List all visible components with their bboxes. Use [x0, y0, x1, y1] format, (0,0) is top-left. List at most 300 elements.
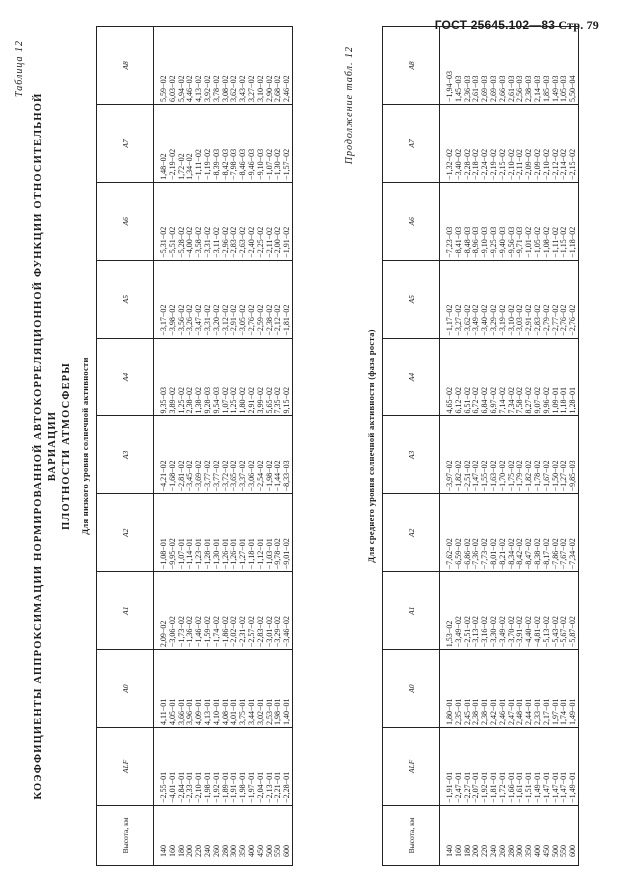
- altitude-cell: 550: [560, 805, 569, 865]
- coefficient-cell: −2,84−01: [178, 727, 187, 805]
- coefficient-cell: −1,23−01: [195, 494, 204, 572]
- coefficient-cell: −1,08−01: [154, 494, 169, 572]
- coefficient-cell: −2,25−02: [257, 182, 266, 260]
- coefficient-cell: −2,76−02: [248, 260, 257, 338]
- coefficient-cell: 7,14−02: [499, 338, 508, 416]
- coefficient-cell: −3,06−02: [169, 572, 178, 650]
- coefficient-cell: −3,45−02: [186, 416, 195, 494]
- coefficient-cell: −1,49−01: [569, 727, 578, 805]
- coefficient-cell: −2,21−01: [274, 727, 283, 805]
- column-header: A1: [383, 572, 440, 650]
- coefficient-cell: −2,12−02: [274, 260, 283, 338]
- coefficient-cell: −1,03−01: [266, 494, 275, 572]
- table-title-line-1: КОЭФФИЦИЕНТЫ АППРОКСИМАЦИИ НОРМИРОВАННОЙ АВТОКОРРЕЛЯЦИОННОЙ ФУНКЦИИ ОТНОСИТЕЛЬНОЙ ВАРИАЦИИ: [33, 92, 58, 800]
- altitude-cell: 350: [239, 805, 248, 865]
- altitude-cell: 450: [543, 805, 552, 865]
- coefficient-cell: 3,08−02: [222, 27, 231, 105]
- coefficient-cell: 6,97−02: [490, 338, 499, 416]
- coefficient-cell: 1,49−03: [552, 27, 561, 105]
- coefficient-cell: 3,44−01: [248, 650, 257, 728]
- coefficient-cell: 2,69−03: [490, 27, 499, 105]
- coefficient-cell: −8,41−03: [455, 182, 464, 260]
- coefficient-cell: 2,45−01: [464, 650, 473, 728]
- table-row: [569, 27, 578, 866]
- coefficient-cell: 4,05−01: [169, 650, 178, 728]
- coefficient-cell: 1,74−01: [560, 650, 569, 728]
- column-header: ALF: [97, 727, 154, 805]
- coefficient-cell: 2,90−02: [266, 27, 275, 105]
- coefficient-cell: 6,72−02: [472, 338, 481, 416]
- coefficient-cell: −1,44−02: [274, 416, 283, 494]
- coefficient-cell: −6,86−02: [464, 494, 473, 572]
- coefficient-cell: −2,96−02: [222, 182, 231, 260]
- coefficient-cell: −2,13−01: [266, 727, 275, 805]
- altitude-cell: 280: [222, 805, 231, 865]
- coefficient-cell: −2,10−01: [195, 727, 204, 805]
- coefficient-cell: −1,57−02: [283, 104, 292, 182]
- coefficient-cell: −4,40−02: [525, 572, 534, 650]
- column-header: A6: [383, 182, 440, 260]
- coefficient-cell: −8,96−03: [472, 182, 481, 260]
- coefficient-cell: −3,31−02: [204, 182, 213, 260]
- coefficient-cell: 5,59−02: [154, 27, 169, 105]
- coefficient-cell: −2,91−02: [230, 260, 239, 338]
- coefficient-cell: 2,36−03: [464, 27, 473, 105]
- coefficient-cell: −7,73−02: [481, 494, 490, 572]
- coefficient-cell: −1,89−01: [222, 727, 231, 805]
- coefficient-cell: −1,98−01: [204, 727, 213, 805]
- coefficient-cell: 2,33−01: [534, 650, 543, 728]
- column-header: A8: [97, 27, 154, 105]
- coefficient-cell: −1,36−02: [186, 572, 195, 650]
- coefficient-cell: 1,98−01: [274, 650, 283, 728]
- page-number: Стр. 79: [558, 18, 599, 32]
- table-label: Таблица 12: [14, 40, 25, 97]
- coefficient-cell: 4,65−02: [440, 338, 455, 416]
- coefficient-cell: −1,47−01: [552, 727, 561, 805]
- coefficient-cell: −8,17−02: [543, 494, 552, 572]
- coefficient-cell: −2,11−02: [516, 104, 525, 182]
- coefficient-cell: −9,10−03: [481, 182, 490, 260]
- altitude-cell: 180: [464, 805, 473, 865]
- column-header: A3: [97, 416, 154, 494]
- coefficient-cell: −1,63−02: [490, 416, 499, 494]
- coefficient-cell: −3,49−02: [499, 572, 508, 650]
- coefficient-cell: −2,76−02: [569, 260, 578, 338]
- coefficient-cell: 1,53−02: [440, 572, 455, 650]
- coefficient-cell: −1,66−01: [508, 727, 517, 805]
- coefficient-cell: −3,01−02: [266, 572, 275, 650]
- coefficient-cell: −1,17−02: [440, 260, 455, 338]
- altitude-cell: 220: [195, 805, 204, 865]
- coefficient-cell: −1,59−02: [204, 572, 213, 650]
- coefficient-cell: −1,94−03: [440, 27, 455, 105]
- coefficient-cell: 2,38−02: [186, 338, 195, 416]
- coefficient-cell: 2,38−01: [481, 650, 490, 728]
- coefficient-cell: −1,11−02: [195, 104, 204, 182]
- coefficient-cell: −2,91−02: [525, 260, 534, 338]
- column-header: A5: [97, 260, 154, 338]
- coefficient-cell: 1,85−03: [543, 27, 552, 105]
- coefficient-cell: −3,70−02: [508, 572, 517, 650]
- coefficient-cell: −4,00−02: [186, 182, 195, 260]
- coefficient-cell: 2,68−02: [274, 27, 283, 105]
- altitude-cell: 220: [481, 805, 490, 865]
- coefficient-cell: −3,27−02: [455, 260, 464, 338]
- coefficient-cell: −1,18−02: [569, 182, 578, 260]
- coefficient-cell: −9,85−03: [569, 416, 578, 494]
- coefficient-cell: −9,25−03: [490, 182, 499, 260]
- coefficient-cell: −1,74−02: [213, 572, 222, 650]
- coefficient-cell: −2,57−02: [248, 572, 257, 650]
- coefficient-cell: −4,81−02: [534, 572, 543, 650]
- coefficient-cell: −1,92−01: [481, 727, 490, 805]
- coefficient-cell: −1,98−02: [266, 416, 275, 494]
- coefficient-cell: −2,81−02: [178, 416, 187, 494]
- coefficient-cell: 3,75−01: [239, 650, 248, 728]
- coefficient-cell: −7,36−02: [472, 494, 481, 572]
- coefficient-cell: −3,26−02: [186, 260, 195, 338]
- coefficient-cell: 9,15−02: [283, 338, 292, 416]
- coefficient-cell: −3,16−02: [481, 572, 490, 650]
- coefficient-cell: −3,11−02: [213, 182, 222, 260]
- coefficient-cell: 1,05−03: [560, 27, 569, 105]
- coefficient-cell: 3,66−01: [178, 650, 187, 728]
- coefficient-cell: 2,14−03: [534, 27, 543, 105]
- coefficient-cell: 2,38−01: [472, 650, 481, 728]
- coefficient-cell: −3,29−02: [274, 572, 283, 650]
- coefficient-cell: 2,38−03: [525, 27, 534, 105]
- altitude-cell: 200: [472, 805, 481, 865]
- coefficient-cell: 6,03−02: [169, 27, 178, 105]
- coefficient-cell: −7,62−02: [440, 494, 455, 572]
- coefficient-cell: 3,89−02: [169, 338, 178, 416]
- coefficient-cell: −1,81−01: [490, 727, 499, 805]
- coefficient-cell: −3,62−02: [464, 260, 473, 338]
- coefficient-cell: −8,46−03: [239, 104, 248, 182]
- coefficient-cell: −2,00−02: [274, 182, 283, 260]
- coefficient-cell: −8,47−02: [525, 494, 534, 572]
- coefficient-cell: −3,37−02: [239, 416, 248, 494]
- coefficient-cell: 1,25−02: [230, 338, 239, 416]
- coefficient-cell: 2,61−03: [472, 27, 481, 105]
- coefficient-cell: 5,94−02: [178, 27, 187, 105]
- coefficient-cell: −1,27−01: [239, 494, 248, 572]
- coefficient-cell: −3,47−02: [195, 260, 204, 338]
- table-title-line-2: ПЛОТНОСТИ АТМОСФЕРЫ: [61, 362, 72, 530]
- coefficient-cell: −2,77−02: [552, 260, 561, 338]
- coefficient-cell: −2,02−02: [230, 572, 239, 650]
- coefficient-cell: −1,82−02: [455, 416, 464, 494]
- coefficient-cell: −2,12−02: [552, 104, 561, 182]
- coefficient-cell: −2,19−02: [169, 104, 178, 182]
- coefficient-cell: −2,15−02: [569, 104, 578, 182]
- coefficient-cell: 4,11−01: [154, 650, 169, 728]
- coefficient-cell: 3,78−02: [213, 27, 222, 105]
- coefficient-cell: −1,98−01: [239, 727, 248, 805]
- coefficient-cell: −5,87−02: [569, 572, 578, 650]
- coefficient-cell: 2,17−01: [543, 650, 552, 728]
- coefficient-cell: −1,47−02: [472, 416, 481, 494]
- coefficient-cell: 5,65−02: [266, 338, 275, 416]
- coefficient-cell: 1,45−03: [455, 27, 464, 105]
- coefficient-cell: 2,09−02: [154, 572, 169, 650]
- coefficient-cell: 1,18−01: [560, 338, 569, 416]
- column-header: A6: [97, 182, 154, 260]
- coefficient-cell: −1,82−02: [525, 416, 534, 494]
- coefficient-cell: 1,72−02: [178, 104, 187, 182]
- coefficient-cell: −1,28−01: [204, 494, 213, 572]
- coefficient-cell: 3,99−02: [257, 338, 266, 416]
- coefficient-cell: 1,97−01: [552, 650, 561, 728]
- coefficient-cell: −1,50−02: [552, 416, 561, 494]
- altitude-cell: 200: [186, 805, 195, 865]
- coefficient-cell: −2,59−02: [257, 260, 266, 338]
- coefficient-cell: −3,31−02: [204, 260, 213, 338]
- coefficient-cell: −5,13−02: [543, 572, 552, 650]
- coefficient-cell: 4,10−01: [213, 650, 222, 728]
- coefficient-cell: 1,38−02: [195, 338, 204, 416]
- coefficient-cell: −3,40−02: [481, 260, 490, 338]
- coefficient-cell: −1,08−02: [543, 182, 552, 260]
- coefficient-cell: 6,12−02: [455, 338, 464, 416]
- coefficient-cell: −2,10−02: [508, 104, 517, 182]
- coefficient-cell: −2,27−01: [464, 727, 473, 805]
- column-header: A2: [383, 494, 440, 572]
- coefficient-cell: −9,01−02: [283, 494, 292, 572]
- altitude-cell: 500: [266, 805, 275, 865]
- coefficient-cell: −1,26−01: [230, 494, 239, 572]
- coefficient-cell: −2,18−02: [472, 104, 481, 182]
- altitude-cell: 160: [455, 805, 464, 865]
- coefficient-cell: −6,59−02: [455, 494, 464, 572]
- coefficient-cell: −5,31−02: [154, 182, 169, 260]
- data-table-low-activity: [96, 26, 293, 866]
- altitude-cell: 400: [248, 805, 257, 865]
- table-row: [283, 27, 292, 866]
- altitude-cell: 600: [569, 805, 578, 865]
- column-header: A7: [97, 104, 154, 182]
- coefficient-cell: 3,02−01: [257, 650, 266, 728]
- coefficient-cell: −2,40−02: [248, 182, 257, 260]
- coefficient-cell: −2,11−02: [266, 182, 275, 260]
- altitude-cell: 550: [274, 805, 283, 865]
- coefficient-cell: −3,19−02: [499, 260, 508, 338]
- altitude-cell: 400: [534, 805, 543, 865]
- coefficient-cell: 9,35−03: [154, 338, 169, 416]
- coefficient-cell: −2,28−01: [283, 727, 292, 805]
- coefficient-cell: −5,67−02: [560, 572, 569, 650]
- coefficient-cell: −1,27−02: [560, 416, 569, 494]
- coefficient-cell: 1,48−02: [154, 104, 169, 182]
- coefficient-cell: −1,07−01: [178, 494, 187, 572]
- coefficient-cell: 1,34−02: [186, 104, 195, 182]
- coefficient-cell: −3,58−02: [195, 182, 204, 260]
- coefficient-cell: −3,06−02: [248, 416, 257, 494]
- coefficient-cell: 7,34−02: [508, 338, 517, 416]
- coefficient-cell: −3,77−02: [204, 416, 213, 494]
- coefficient-cell: −1,47−01: [543, 727, 552, 805]
- coefficient-cell: 3,27−02: [248, 27, 257, 105]
- coefficient-cell: −4,21−02: [154, 416, 169, 494]
- coefficient-cell: 2,48−01: [516, 650, 525, 728]
- coefficient-cell: −9,46−03: [248, 104, 257, 182]
- coefficient-cell: −2,09−02: [534, 104, 543, 182]
- coefficient-cell: −1,78−02: [534, 416, 543, 494]
- coefficient-cell: −1,68−02: [169, 416, 178, 494]
- coefficient-cell: 2,69−03: [481, 27, 490, 105]
- coefficient-cell: −1,30−01: [213, 494, 222, 572]
- coefficient-cell: −3,46−02: [283, 572, 292, 650]
- coefficient-cell: −8,34−02: [508, 494, 517, 572]
- coefficient-cell: 1,80−01: [440, 650, 455, 728]
- coefficient-cell: −3,05−02: [239, 260, 248, 338]
- column-header: A4: [383, 338, 440, 416]
- column-header: A2: [97, 494, 154, 572]
- coefficient-cell: −8,01−02: [490, 494, 499, 572]
- coefficient-cell: −2,79−02: [543, 260, 552, 338]
- coefficient-cell: 6,84−02: [481, 338, 490, 416]
- column-header: A5: [383, 260, 440, 338]
- standard-number: ГОСТ 25645.102—83: [434, 18, 556, 32]
- coefficient-cell: 3,10−02: [257, 27, 266, 105]
- coefficient-cell: −2,28−02: [464, 104, 473, 182]
- coefficient-cell: −2,83−02: [230, 182, 239, 260]
- coefficient-cell: 1,28−01: [569, 338, 578, 416]
- coefficient-cell: 2,46−01: [499, 650, 508, 728]
- altitude-cell: 240: [204, 805, 213, 865]
- coefficient-cell: −1,18−01: [248, 494, 257, 572]
- coefficient-cell: −3,56−02: [178, 260, 187, 338]
- coefficient-cell: −1,46−02: [195, 572, 204, 650]
- coefficient-cell: −3,13−02: [472, 572, 481, 650]
- coefficient-cell: −3,97−02: [440, 416, 455, 494]
- coefficient-cell: 2,91−02: [248, 338, 257, 416]
- altitude-cell: 300: [230, 805, 239, 865]
- column-header: Высота, км: [97, 805, 154, 865]
- coefficient-cell: −1,49−01: [534, 727, 543, 805]
- coefficient-cell: −3,69−02: [195, 416, 204, 494]
- coefficient-cell: 4,08−01: [222, 650, 231, 728]
- coefficient-cell: −8,38−02: [534, 494, 543, 572]
- coefficient-cell: −1,91−02: [283, 182, 292, 260]
- column-header: A0: [97, 650, 154, 728]
- coefficient-cell: −2,04−01: [257, 727, 266, 805]
- coefficient-cell: −7,23−03: [440, 182, 455, 260]
- altitude-cell: 260: [213, 805, 222, 865]
- coefficient-cell: 4,09−01: [195, 650, 204, 728]
- coefficient-cell: 1,09−01: [552, 338, 561, 416]
- coefficient-cell: −8,21−02: [499, 494, 508, 572]
- coefficient-cell: −8,48−03: [464, 182, 473, 260]
- coefficient-cell: −1,15−02: [560, 182, 569, 260]
- coefficient-cell: 2,46−02: [283, 27, 292, 105]
- coefficient-cell: −8,39−03: [213, 104, 222, 182]
- table-title: [32, 86, 74, 806]
- coefficient-cell: −1,92−01: [213, 727, 222, 805]
- altitude-cell: 500: [552, 805, 561, 865]
- coefficient-cell: 4,01−01: [230, 650, 239, 728]
- coefficient-cell: −3,40−02: [455, 104, 464, 182]
- coefficient-cell: −3,20−02: [213, 260, 222, 338]
- column-header: A8: [383, 27, 440, 105]
- coefficient-cell: −1,86−02: [222, 572, 231, 650]
- altitude-cell: 600: [283, 805, 292, 865]
- coefficient-cell: −3,98−02: [169, 260, 178, 338]
- coefficient-cell: 2,56−03: [516, 27, 525, 105]
- coefficient-cell: 3,96−01: [186, 650, 195, 728]
- coefficient-cell: −2,14−02: [560, 104, 569, 182]
- coefficient-cell: −1,07−02: [266, 104, 275, 182]
- altitude-cell: 280: [508, 805, 517, 865]
- altitude-cell: 300: [516, 805, 525, 865]
- coefficient-cell: −2,07−01: [472, 727, 481, 805]
- coefficient-cell: 9,54−03: [213, 338, 222, 416]
- coefficient-cell: −1,05−02: [534, 182, 543, 260]
- table-row: [440, 27, 455, 866]
- coefficient-cell: 6,51−02: [464, 338, 473, 416]
- coefficient-cell: 7,58−02: [516, 338, 525, 416]
- coefficient-cell: 9,96−02: [543, 338, 552, 416]
- coefficient-cell: −1,97−01: [248, 727, 257, 805]
- coefficient-cell: −5,51−02: [169, 182, 178, 260]
- coefficient-cell: −1,72−01: [499, 727, 508, 805]
- column-header: A1: [97, 572, 154, 650]
- coefficient-cell: −2,54−02: [257, 416, 266, 494]
- coefficient-cell: −1,81−02: [283, 260, 292, 338]
- coefficient-cell: 2,66−03: [499, 27, 508, 105]
- altitude-cell: 140: [440, 805, 455, 865]
- coefficient-cell: −9,71−03: [516, 182, 525, 260]
- coefficient-cell: 1,25−02: [178, 338, 187, 416]
- coefficient-cell: −7,67−02: [560, 494, 569, 572]
- coefficient-cell: −5,43−02: [552, 572, 561, 650]
- altitude-cell: 350: [525, 805, 534, 865]
- coefficient-cell: 2,42−01: [490, 650, 499, 728]
- coefficient-cell: −7,98−03: [230, 104, 239, 182]
- coefficient-cell: −9,10−03: [257, 104, 266, 182]
- coefficient-cell: −9,95−02: [169, 494, 178, 572]
- coefficient-cell: 1,07−02: [222, 338, 231, 416]
- coefficient-cell: −9,78−02: [274, 494, 283, 572]
- coefficient-cell: −1,61−01: [516, 727, 525, 805]
- coefficient-cell: −2,83−02: [257, 572, 266, 650]
- coefficient-cell: 3,62−02: [230, 27, 239, 105]
- coefficient-cell: −5,28−02: [178, 182, 187, 260]
- coefficient-cell: −1,91−01: [440, 727, 455, 805]
- coefficient-cell: 2,53−01: [266, 650, 275, 728]
- coefficient-cell: −2,24−02: [481, 104, 490, 182]
- coefficient-cell: −2,10−02: [543, 104, 552, 182]
- coefficient-cell: −3,29−02: [490, 260, 499, 338]
- coefficient-cell: −3,72−02: [222, 416, 231, 494]
- coefficient-cell: 3,92−02: [204, 27, 213, 105]
- coefficient-cell: −1,51−01: [525, 727, 534, 805]
- coefficient-cell: −2,51−02: [464, 416, 473, 494]
- coefficient-cell: −7,86−02: [552, 494, 561, 572]
- coefficient-cell: −2,09−02: [525, 104, 534, 182]
- coefficient-cell: −3,12−02: [222, 260, 231, 338]
- coefficient-cell: 9,28−03: [204, 338, 213, 416]
- altitude-cell: 240: [490, 805, 499, 865]
- coefficient-cell: 2,44−01: [525, 650, 534, 728]
- column-header: ALF: [383, 727, 440, 805]
- coefficient-cell: 1,40−01: [283, 650, 292, 728]
- coefficient-cell: −8,42−03: [222, 104, 231, 182]
- coefficient-cell: −8,33−03: [283, 416, 292, 494]
- coefficient-cell: −2,51−02: [464, 572, 473, 650]
- coefficient-cell: 4,13−02: [195, 27, 204, 105]
